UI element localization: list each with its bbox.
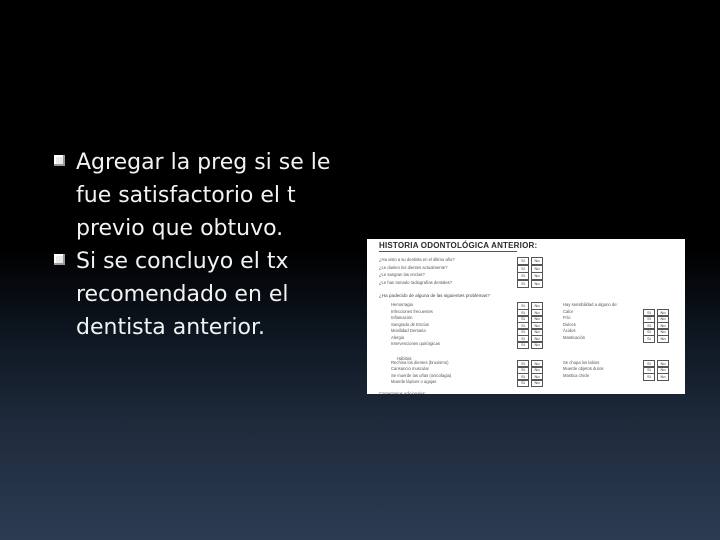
problem-row-label: Alergia bbox=[391, 334, 405, 340]
bullet-text: Agregar la preg si se le fue satisfactorio el t previo que obtuvo. bbox=[76, 150, 331, 241]
problem-row-no: No bbox=[531, 302, 543, 310]
intro-row-label: ¿Le sangran las encías? bbox=[379, 272, 425, 277]
title-underline bbox=[379, 251, 517, 252]
intro-row-no: No bbox=[531, 265, 543, 273]
problem-row-yes: Sí bbox=[517, 341, 529, 349]
problem-row-label: Sangrado de Encías bbox=[391, 321, 429, 327]
problem-row-no: No bbox=[531, 315, 543, 323]
bullet-text: Si se concluyo el tx recomendado en el dentista anterior. bbox=[76, 249, 289, 340]
square-bullet-icon bbox=[54, 155, 65, 166]
habit-row-label: Se muerde las uñas (onicofagia) bbox=[391, 372, 452, 378]
sensitivity-row-no: No bbox=[657, 328, 669, 336]
sensitivity-row-yes: Sí bbox=[643, 328, 655, 336]
habit-row-label: Cansancio muscular bbox=[391, 366, 429, 371]
habits-label: Hábitos: bbox=[397, 355, 413, 361]
sensitivity-row-no: No bbox=[657, 322, 669, 330]
sensitivity-row-no: No bbox=[657, 335, 669, 343]
intro-row-yes: Sí bbox=[517, 257, 529, 265]
habit-right-row-no: No bbox=[657, 360, 669, 368]
problem-row-label: Intervenciones quirúrgicas bbox=[391, 341, 440, 346]
problem-row-label: Infecciones frecuentes bbox=[391, 308, 433, 314]
square-bullet-icon bbox=[54, 254, 65, 265]
bullet-item bbox=[52, 146, 352, 245]
sensitivity-row-yes: Sí bbox=[643, 335, 655, 343]
dental-history-form-image bbox=[367, 239, 685, 394]
habit-row-no: No bbox=[531, 379, 543, 387]
sensitivity-row-label: Masticación bbox=[563, 334, 586, 340]
sensitivity-row-yes: Sí bbox=[643, 322, 655, 330]
habit-row-no: No bbox=[531, 366, 543, 374]
habit-row-yes: Sí bbox=[517, 373, 529, 381]
habit-right-row-label: Se chupa los labios bbox=[563, 359, 600, 365]
sensitivity-row-no: No bbox=[657, 315, 669, 323]
habit-right-row-no: No bbox=[657, 373, 669, 381]
intro-row-no: No bbox=[531, 257, 543, 265]
sensitivity-row-yes: Sí bbox=[643, 309, 655, 317]
intro-row-yes: Sí bbox=[517, 272, 529, 280]
problem-row-no: No bbox=[531, 341, 543, 349]
comments-label: Comentarios adicionales: bbox=[379, 390, 427, 394]
habit-row-no: No bbox=[531, 360, 543, 368]
form-title: HISTORIA ODONTOLÓGICA ANTERIOR: bbox=[379, 241, 538, 250]
intro-row-label: ¿Ha visto a su dentista en el último año? bbox=[379, 257, 455, 262]
problem-row-yes: Sí bbox=[517, 322, 529, 330]
habit-row-label: Muerde lápices o agujas bbox=[391, 379, 437, 384]
habit-right-row-label: Mastica chicle bbox=[563, 372, 590, 378]
sensitivity-header: Hay sensibilidad a alguno de: bbox=[563, 302, 618, 307]
sensitivity-row-label: Dulces bbox=[563, 321, 576, 327]
intro-row-yes: Sí bbox=[517, 265, 529, 273]
intro-row-no: No bbox=[531, 280, 543, 288]
problem-row-label: Hemorragia bbox=[391, 302, 413, 307]
problem-row-label: Inflamación bbox=[391, 315, 413, 320]
habit-right-row-yes: Sí bbox=[643, 373, 655, 381]
problem-row-yes: Sí bbox=[517, 328, 529, 336]
sensitivity-row-label: Ácidos bbox=[563, 328, 576, 333]
intro-row-yes: Sí bbox=[517, 280, 529, 288]
problem-row-no: No bbox=[531, 309, 543, 317]
habit-row-yes: Sí bbox=[517, 366, 529, 374]
problem-row-no: No bbox=[531, 322, 543, 330]
sensitivity-row-no: No bbox=[657, 309, 669, 317]
intro-row-label: ¿Le han tomado radiografías dentales? bbox=[379, 279, 453, 285]
habit-right-row-no: No bbox=[657, 366, 669, 374]
sensitivity-row-label: Frío bbox=[563, 315, 571, 320]
sensitivity-row-label: Calor bbox=[563, 308, 574, 314]
problem-row-label: Movilidad Dentaria bbox=[391, 328, 426, 333]
problems-question: ¿Ha padecido de alguna de las siguientes problemas? bbox=[379, 293, 490, 298]
sensitivity-row-yes: Sí bbox=[643, 315, 655, 323]
problem-row-no: No bbox=[531, 328, 543, 336]
habit-row-yes: Sí bbox=[517, 379, 529, 387]
problem-row-yes: Sí bbox=[517, 315, 529, 323]
bullet-list bbox=[52, 146, 352, 344]
intro-row-no: No bbox=[531, 272, 543, 280]
habit-right-row-yes: Sí bbox=[643, 360, 655, 368]
problem-row-yes: Sí bbox=[517, 309, 529, 317]
habit-right-row-label: Muerde objetos duros bbox=[563, 366, 604, 371]
problem-row-yes: Sí bbox=[517, 302, 529, 310]
habit-row-label: Rechina los dientes (bruxismo) bbox=[391, 359, 449, 365]
habit-row-yes: Sí bbox=[517, 360, 529, 368]
problem-row-yes: Sí bbox=[517, 335, 529, 343]
bullet-item bbox=[52, 245, 352, 344]
habit-right-row-yes: Sí bbox=[643, 366, 655, 374]
problem-row-no: No bbox=[531, 335, 543, 343]
intro-row-label: ¿Le duelen los dientes actualmente? bbox=[379, 264, 448, 270]
habit-row-no: No bbox=[531, 373, 543, 381]
